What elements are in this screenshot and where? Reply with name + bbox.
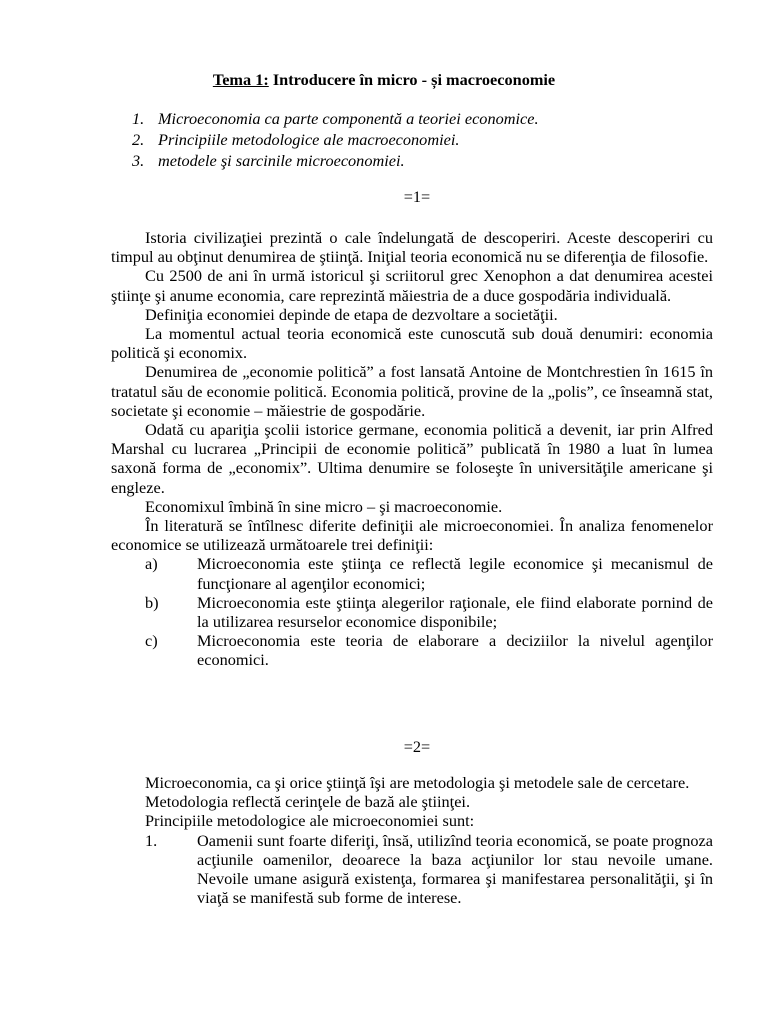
topic-outline xyxy=(132,108,692,171)
paragraph: Principiile metodologice ale microeconomiei sunt: xyxy=(145,811,475,831)
outline-item xyxy=(132,150,692,171)
paragraph: Definiţia economiei depinde de etapa de dezvoltare a societăţii. xyxy=(145,304,558,324)
paragraph: Economixul îmbină în sine micro – şi macroeconomie. xyxy=(145,496,503,516)
list-item xyxy=(111,631,713,669)
outline-item xyxy=(132,129,692,150)
list-item xyxy=(111,831,713,908)
paragraph: Istoria civilizaţiei prezintă o cale îndelungată de descoperiri. Aceste descoperiri cu timpul au obţinut denumirea de ştiinţă. Iniţial teoria economică nu se diferenţia de filosofie. xyxy=(111,228,713,267)
section-1-body xyxy=(111,228,713,670)
list-label: 1. xyxy=(145,830,158,850)
paragraph: La momentul actual teoria economică este cunoscută sub două denumiri: economia politică şi economix. xyxy=(111,324,713,363)
definitions-list xyxy=(111,554,713,669)
list-label: a) xyxy=(145,554,158,574)
paragraph: Odată cu apariţia şcolii istorice germane, economia politică a devenit, iar prin Alfred Marshal cu lucrarea „Principii de economie politică” publicată în 1980 a luat în lumea saxonă forma de „economix”. Ultima denumire se foloseşte în universităţile americane şi engleze. xyxy=(111,420,713,497)
paragraph: Microeconomia, ca şi orice ştiinţă îşi are metodologia şi metodele sale de cercetare. xyxy=(145,773,690,792)
title-prefix: Tema 1: xyxy=(212,70,269,89)
title-text: Introducere în micro - și macroeconomie xyxy=(268,70,556,89)
outline-number: 1. xyxy=(132,109,145,128)
list-text: Microeconomia este ştiinţa alegerilor raţionale, ele fiind elaborate pornind de la utilizarea resurselor economice disponibile; xyxy=(197,592,713,632)
section-2-body xyxy=(111,773,713,907)
list-item xyxy=(111,554,713,592)
section-2-marker: =2= xyxy=(403,737,431,756)
paragraph: În literatură se întîlnesc diferite definiţii ale microeconomiei. În analiza fenomenelor economice se utilizează următoarele trei definiţii: xyxy=(111,516,713,555)
outline-item xyxy=(132,108,692,129)
paragraph: Metodologia reflectă cerinţele de bază ale ştiinţei. xyxy=(145,792,471,812)
list-text: Microeconomia este ştiinţa ce reflectă legile economice şi mecanismul de funcţionare al agenţilor economici; xyxy=(197,554,713,593)
outline-text: metodele şi sarcinile microeconomiei. xyxy=(158,151,405,170)
paragraph: Denumirea de „economie politică” a fost lansată Antoine de Montchrestien în 1615 în tratatul său de economie politică. Economia politică, provine de la „polis”, ce înseamnă stat, societate şi economie – măiestrie de gospodărie. xyxy=(111,362,713,420)
list-item xyxy=(111,593,713,631)
list-text: Microeconomia este teoria de elaborare a deciziilor la nivelul agenţilor economici. xyxy=(197,631,713,670)
list-label: c) xyxy=(145,631,158,651)
outline-text: Microeconomia ca parte componentă a teoriei economice. xyxy=(158,109,539,128)
section-1-marker: =1= xyxy=(403,187,431,206)
document-title xyxy=(0,70,768,89)
paragraph: Cu 2500 de ani în urmă istoricul şi scriitorul grec Xenophon a dat denumirea acestei ştiinţe şi anume economia, care reprezintă măiestria de a duce gospodăria individuală. xyxy=(111,266,713,305)
outline-number: 3. xyxy=(132,151,145,170)
principles-list xyxy=(111,831,713,908)
list-text: Oamenii sunt foarte diferiţi, însă, utilizînd teoria economică, se poate prognoza acţiunile oamenilor, deoarece la baza acţiunilor lor stau nevoile umane. Nevoile umane asigură existenţa, formarea şi manifestarea personalităţii, şi în viaţă se manifestă sub forme de interese. xyxy=(197,830,713,908)
outline-text: Principiile metodologice ale macroeconomiei. xyxy=(158,130,460,149)
outline-number: 2. xyxy=(132,130,145,149)
list-label: b) xyxy=(145,592,159,612)
